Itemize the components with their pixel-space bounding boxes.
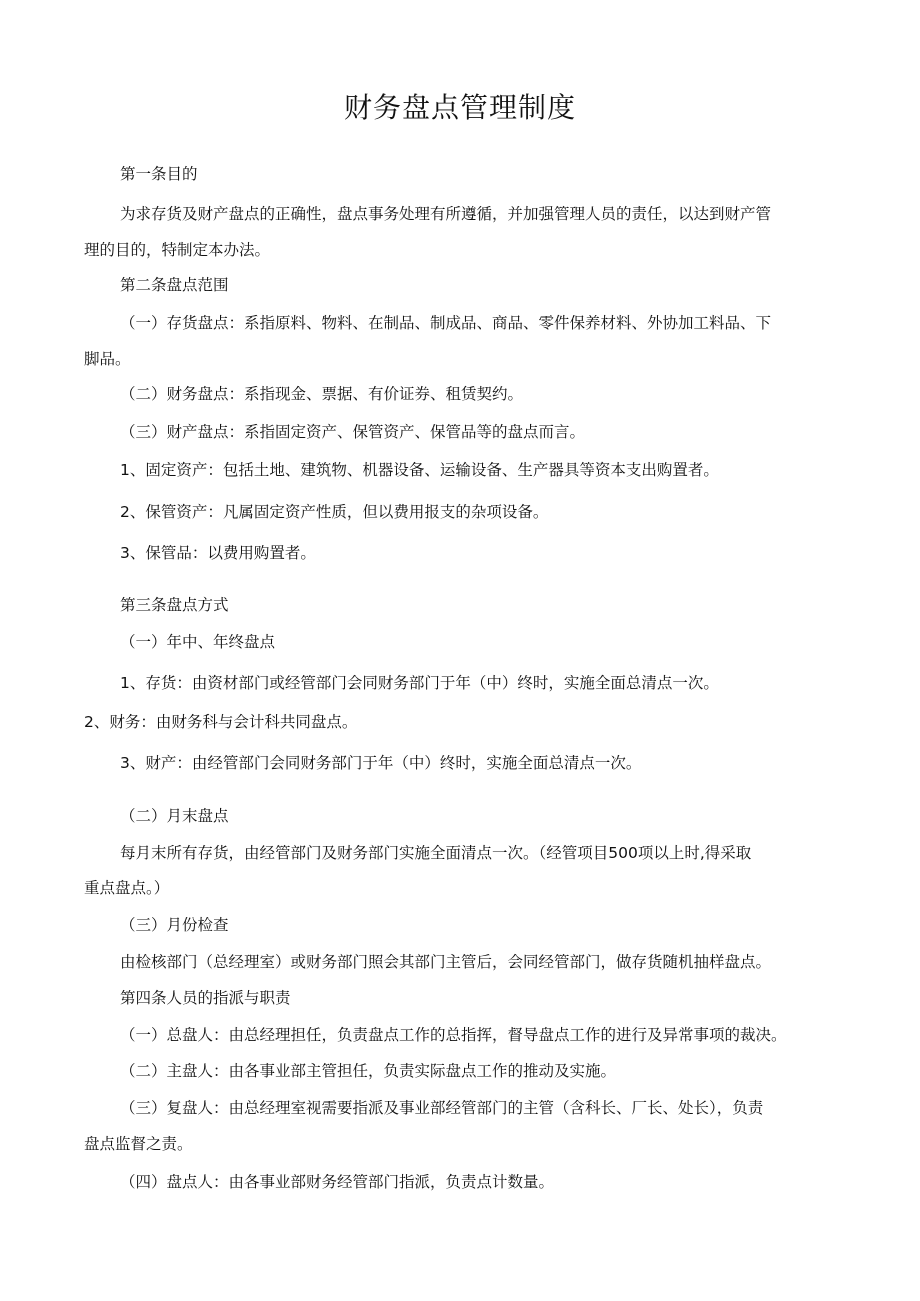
paragraph-line: 由检核部门（总经理室）或财务部门照会其部门主管后，会同经管部门，做存货随机抽样盘点。 [120,953,772,971]
paragraph-line: 3、保管品：以费用购置者。 [120,544,316,562]
paragraph-line: 2、保管资产：凡属固定资产性质，但以费用报支的杂项设备。 [120,503,549,521]
article-3-heading: 第三条盘点方式 [120,596,229,614]
document-title: 财务盘点管理制度 [343,91,576,124]
article-4-heading: 第四条人员的指派与职责 [120,989,291,1007]
paragraph-line: （二）财务盘点：系指现金、票据、有价证券、租赁契约。 [120,385,524,403]
article-1-heading: 第一条目的 [120,165,198,183]
paragraph-line: 理的目的，特制定本办法。 [84,241,271,259]
paragraph-line: 1、存货：由资材部门或经管部门会同财务部门于年（中）终时，实施全面总清点一次。 [120,674,719,692]
paragraph-line: 脚品。 [84,350,131,368]
paragraph-line: （二）主盘人：由各事业部主管担任，负责实际盘点工作的推动及实施。 [120,1062,617,1080]
paragraph-line: （三）复盘人：由总经理室视需要指派及事业部经管部门的主管（含科长、厂长、处长），负责 [120,1099,764,1117]
paragraph-line: （四）盘点人：由各事业部财务经管部门指派，负责点计数量。 [120,1173,555,1191]
article-2-heading: 第二条盘点范围 [120,276,229,294]
paragraph-line: （三）月份检查 [120,916,229,934]
paragraph-line: 盘点监督之责。 [84,1135,193,1153]
paragraph-line: 1、固定资产：包括土地、建筑物、机器设备、运输设备、生产器具等资本支出购置者。 [120,461,719,479]
paragraph-line: 3、财产：由经管部门会同财务部门于年（中）终时，实施全面总清点一次。 [120,754,642,772]
paragraph-line: 为求存货及财产盘点的正确性，盘点事务处理有所遵循，并加强管理人员的责任，以达到财产管 [120,205,772,223]
paragraph-line: （一）总盘人：由总经理担任，负责盘点工作的总指挥，督导盘点工作的进行及异常事项的裁决。 [120,1026,787,1044]
paragraph-line: 2、财务：由财务科与会计科共同盘点。 [84,713,358,731]
paragraph-line: 重点盘点。） [84,879,170,897]
paragraph-line: （一）存货盘点：系指原料、物料、在制品、制成品、商品、零件保养材料、外协加工料品、下 [120,314,772,332]
paragraph-line: 每月末所有存货，由经管部门及财务部门实施全面清点一次。（经管项目500项以上时,得采取 [120,844,752,862]
paragraph-line: （三）财产盘点：系指固定资产、保管资产、保管品等的盘点而言。 [120,423,586,441]
paragraph-line: （二）月末盘点 [120,807,229,825]
paragraph-line: （一）年中、年终盘点 [120,633,276,651]
